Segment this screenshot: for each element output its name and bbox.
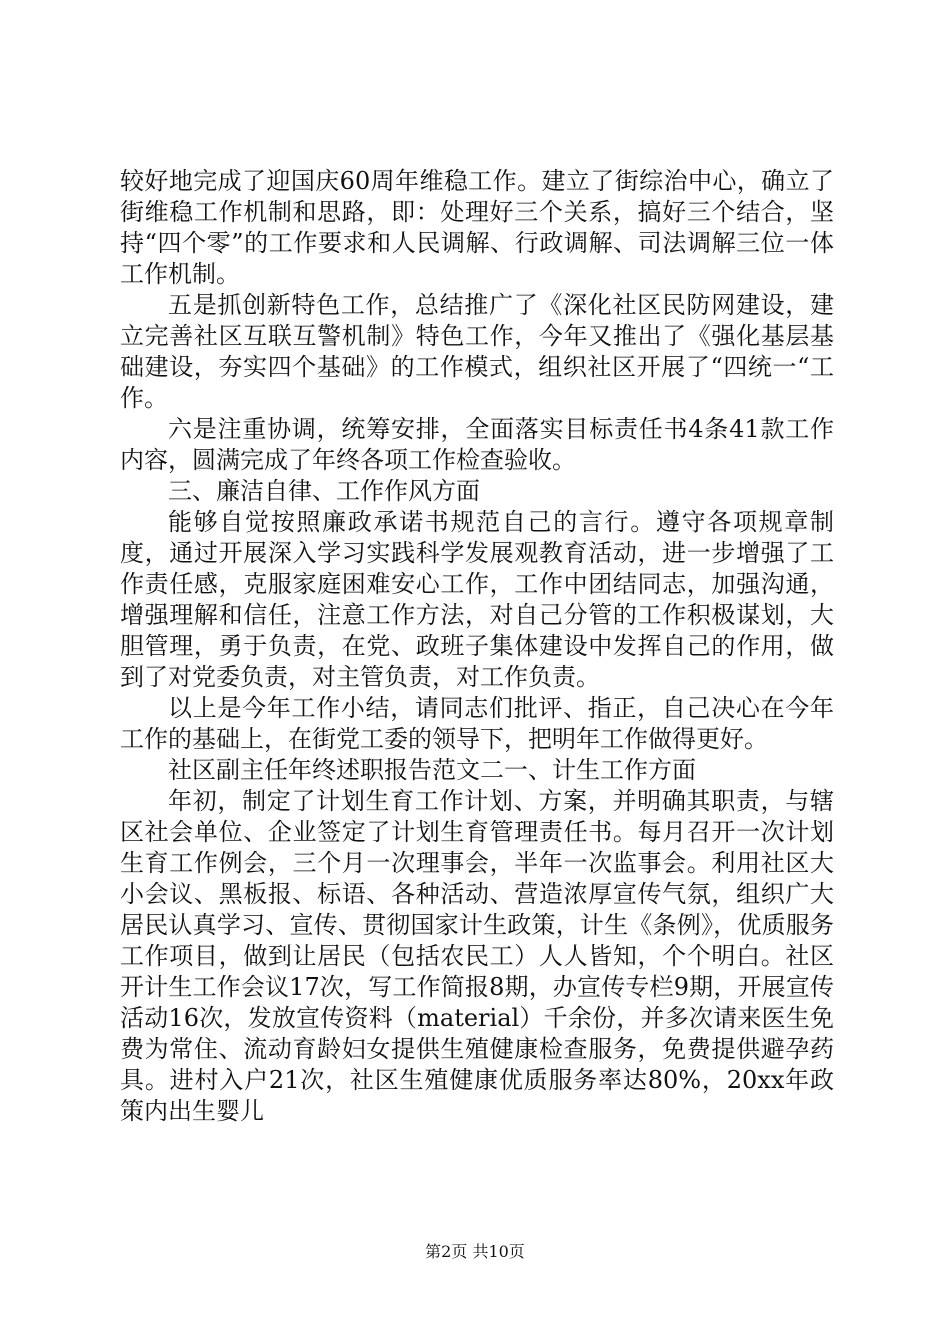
page-number-footer: 第2页 共10页 — [425, 1242, 525, 1261]
paragraph-innovation: 五是抓创新特色工作，总结推广了《深化社区民防网建设，建立完善社区互联互警机制》特色工作，今年又推出了《强化基层基础建设，夯实四个基础》的工作模式，组织社区开展了“四统一“工作。 — [120, 291, 834, 412]
paragraph-family-planning: 年初，制定了计划生育工作计划、方案，并明确其职责，与辖区社会单位、企业签定了计划生育管理责任书。每月召开一次计划生育工作例会，三个月一次理事会，半年一次监事会。利用社区大小会议、黑板报、标语、各种活动、营造浓厚宣传气氛，组织广大居民认真学习、宣传、贯彻国家计生政策，计生《条例》，优质服务工作项目，做到让居民（包括农民工）人人皆知，个个明白。社区开计生工作会议17次，写工作简报8期，办宣传专栏9期，开展宣传活动16次，发放宣传资料（material）千余份，并多次请来医生免费为常住、流动育龄妇女提供生殖健康检查服务，免费提供避孕药具。进村入户21次，社区生殖健康优质服务率达80%，20xx年政策内出生婴儿 — [120, 787, 834, 1125]
section-heading-integrity: 三、廉洁自律、工作作风方面 — [168, 477, 480, 505]
paragraph-coordination: 六是注重协调，统筹安排，全面落实目标责任书4条41款工作内容，圆满完成了年终各项工作检查验收。 — [120, 415, 834, 474]
paragraph-continuation: 较好地完成了迎国庆60周年维稳工作。建立了街综治中心，确立了街维稳工作机制和思路，即：处理好三个关系，搞好三个结合，坚持“四个零”的工作要求和人民调解、行政调解、司法调解三位一体工作机制。 — [120, 167, 834, 288]
paragraph-summary: 以上是今年工作小结，请同志们批评、指正，自己决心在今年工作的基础上，在街党工委的领导下，把明年工作做得更好。 — [120, 694, 834, 753]
paragraph-integrity: 能够自觉按照廉政承诺书规范自己的言行。遵守各项规章制度，通过开展深入学习实践科学发展观教育活动，进一步增强了工作责任感，克服家庭困难安心工作，工作中团结同志，加强沟通，增强理解和信任，注意工作方法，对自己分管的工作积极谋划，大胆管理，勇于负责，在党、政班子集体建设中发挥自己的作用，做到了对党委负责，对主管负责，对工作负责。 — [120, 508, 834, 691]
section-heading-report-two: 社区副主任年终述职报告范文二一、计生工作方面 — [168, 756, 696, 784]
document-body — [120, 166, 834, 1127]
